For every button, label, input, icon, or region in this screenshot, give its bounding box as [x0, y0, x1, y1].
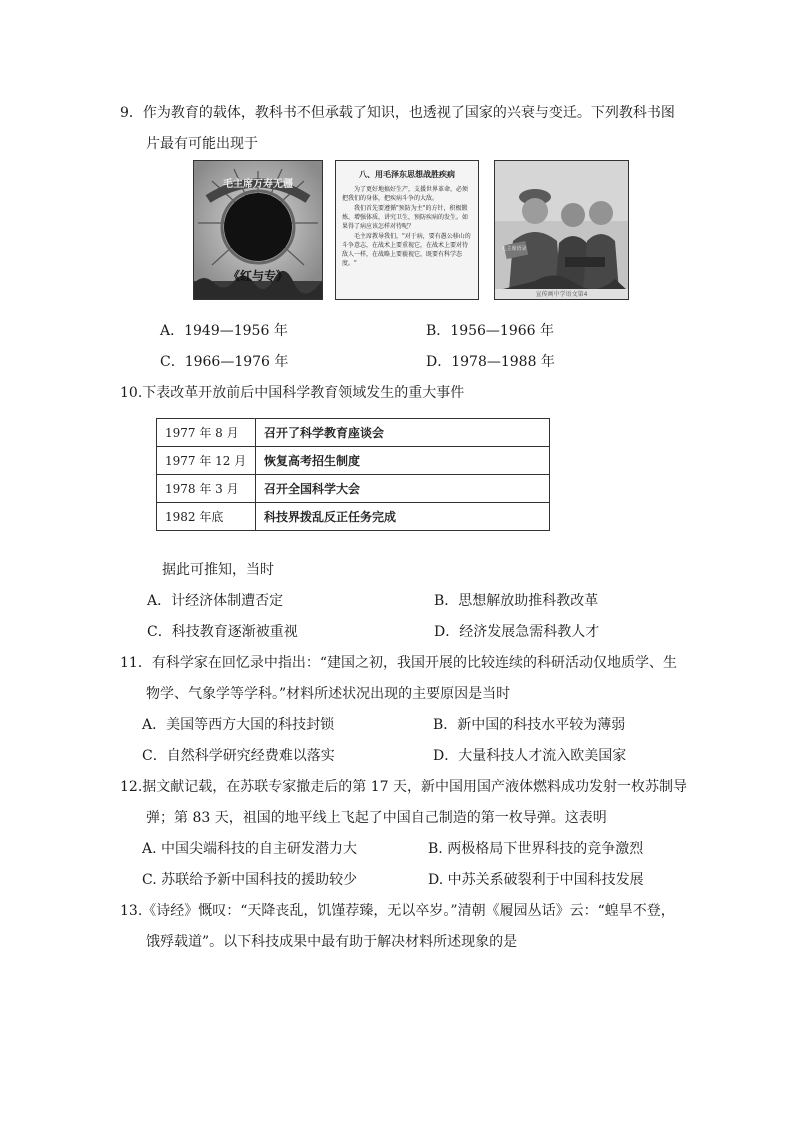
q11-option-d[interactable]: D．大量科技人才流入欧美国家: [433, 748, 627, 764]
q12-stem-line1: 12.据文献记载，在苏联专家撤走后的第 17 天，新中国用国产液体燃料成功发射一枚苏制导: [120, 779, 687, 795]
q9-option-b[interactable]: B．1956—1966 年: [426, 323, 554, 339]
page-paragraph: 我们首先要遵循"预防为主"的方针，积极锻炼，增强体质，讲究卫生，预防疾病的发生。如果得了病应该怎样对待呢？: [342, 205, 469, 230]
q10-option-d[interactable]: D．经济发展急需科教人才: [434, 624, 600, 640]
poster-banner-text: 毛主席万寿无疆: [223, 179, 293, 190]
page-paragraph: 毛主席教导我们，"对于病，要有愚公移山的斗争意志，在战术上要重视它，在战术上要对待敌人一样，在战略上要藐视它，既要有科学态度。": [342, 233, 471, 267]
q12-option-c[interactable]: C. 苏联给予新中国科技的援助较少: [142, 872, 358, 888]
q11-option-a[interactable]: A．美国等西方大国的科技封锁: [142, 717, 335, 733]
table-cell-event: 科技界拨乱反正任务完成: [256, 503, 550, 531]
table-row: [157, 503, 550, 531]
q9-stem-line1: 9．作为教育的载体，教科书不但承载了知识，也透视了国家的兴衰与变迁。下列教科书图: [120, 105, 675, 121]
table-row: [157, 475, 550, 503]
q12-option-b[interactable]: B. 两极格局下世界科技的竞争激烈: [428, 841, 644, 857]
table-cell-date: 1982 年底: [157, 503, 256, 531]
table-cell-date: 1977 年 8 月: [157, 419, 256, 447]
q10-option-a[interactable]: A．计经济体制遭否定: [147, 593, 284, 609]
q9-option-d[interactable]: D．1978—1988 年: [426, 354, 555, 370]
q9-option-c[interactable]: C．1966—1976 年: [160, 354, 289, 370]
poster-caption: 《红与专》: [227, 269, 288, 283]
q9-stem-line2: 片最有可能出现于: [146, 136, 258, 152]
propaganda-figures-illustration: [495, 161, 628, 299]
q10-option-b[interactable]: B．思想解放助推科教改革: [434, 593, 599, 609]
q11-stem-line2: 物学、气象学等学科。”材料所述状况出现的主要原因是当时: [146, 686, 511, 702]
q12-option-a[interactable]: A. 中国尖端科技的自主研发潜力大: [142, 841, 358, 857]
page-body: [342, 185, 472, 295]
textbook-image-text-page: [335, 160, 479, 300]
events-table: [156, 418, 550, 531]
q12-stem-line2: 弹；第 83 天，祖国的地平线上飞起了中国自己制造的第一枚导弹。这表明: [146, 810, 607, 826]
q10-stem: 10.下表改革开放前后中国科学教育领域发生的重大事件: [120, 385, 465, 401]
q10-inference: 据此可推知，当时: [162, 562, 274, 578]
q13-stem-line1: 13.《诗经》慨叹：“天降丧乱，饥馑荐臻，无以卒岁。”清朝《履园丛话》云：“蝗旱不登，: [120, 903, 675, 919]
q11-stem-line1: 11．有科学家在回忆录中指出：“建国之初，我国开展的比较连续的科研活动仅地质学、生: [120, 655, 677, 671]
page-paragraph: 为了更好地搞好生产，支援世界革命，必须把我们的身体，把疾病斗争的大敌。: [342, 186, 469, 202]
table-row: [157, 447, 550, 475]
q11-option-c[interactable]: C．自然科学研究经费难以落实: [142, 748, 335, 764]
table-cell-date: 1977 年 12 月: [157, 447, 256, 475]
table-cell-event: 召开了科学教育座谈会: [256, 419, 550, 447]
q9-option-a[interactable]: A．1949—1956 年: [160, 323, 288, 339]
q10-option-c[interactable]: C．科技教育逐渐被重视: [147, 624, 298, 640]
table-row: [157, 419, 550, 447]
table-cell-event: 恢复高考招生制度: [256, 447, 550, 475]
textbook-image-red-and-expert: [193, 160, 323, 300]
poster-footer-caption: 宣传画中学语文第4: [535, 291, 588, 298]
table-cell-date: 1978 年 3 月: [157, 475, 256, 503]
textbook-image-propaganda: [494, 160, 629, 300]
page-heading: 八、用毛泽东思想战胜疾病: [359, 169, 455, 179]
red-book-text: 毛主席语录: [501, 246, 527, 252]
q13-stem-line2: 饿殍载道”。以下科技成果中最有助于解决材料所述现象的是: [146, 934, 518, 950]
table-cell-event: 召开全国科学大会: [256, 475, 550, 503]
q12-option-d[interactable]: D. 中苏关系破裂利于中国科技发展: [428, 872, 644, 888]
q11-option-b[interactable]: B．新中国的科技水平较为薄弱: [433, 717, 626, 733]
